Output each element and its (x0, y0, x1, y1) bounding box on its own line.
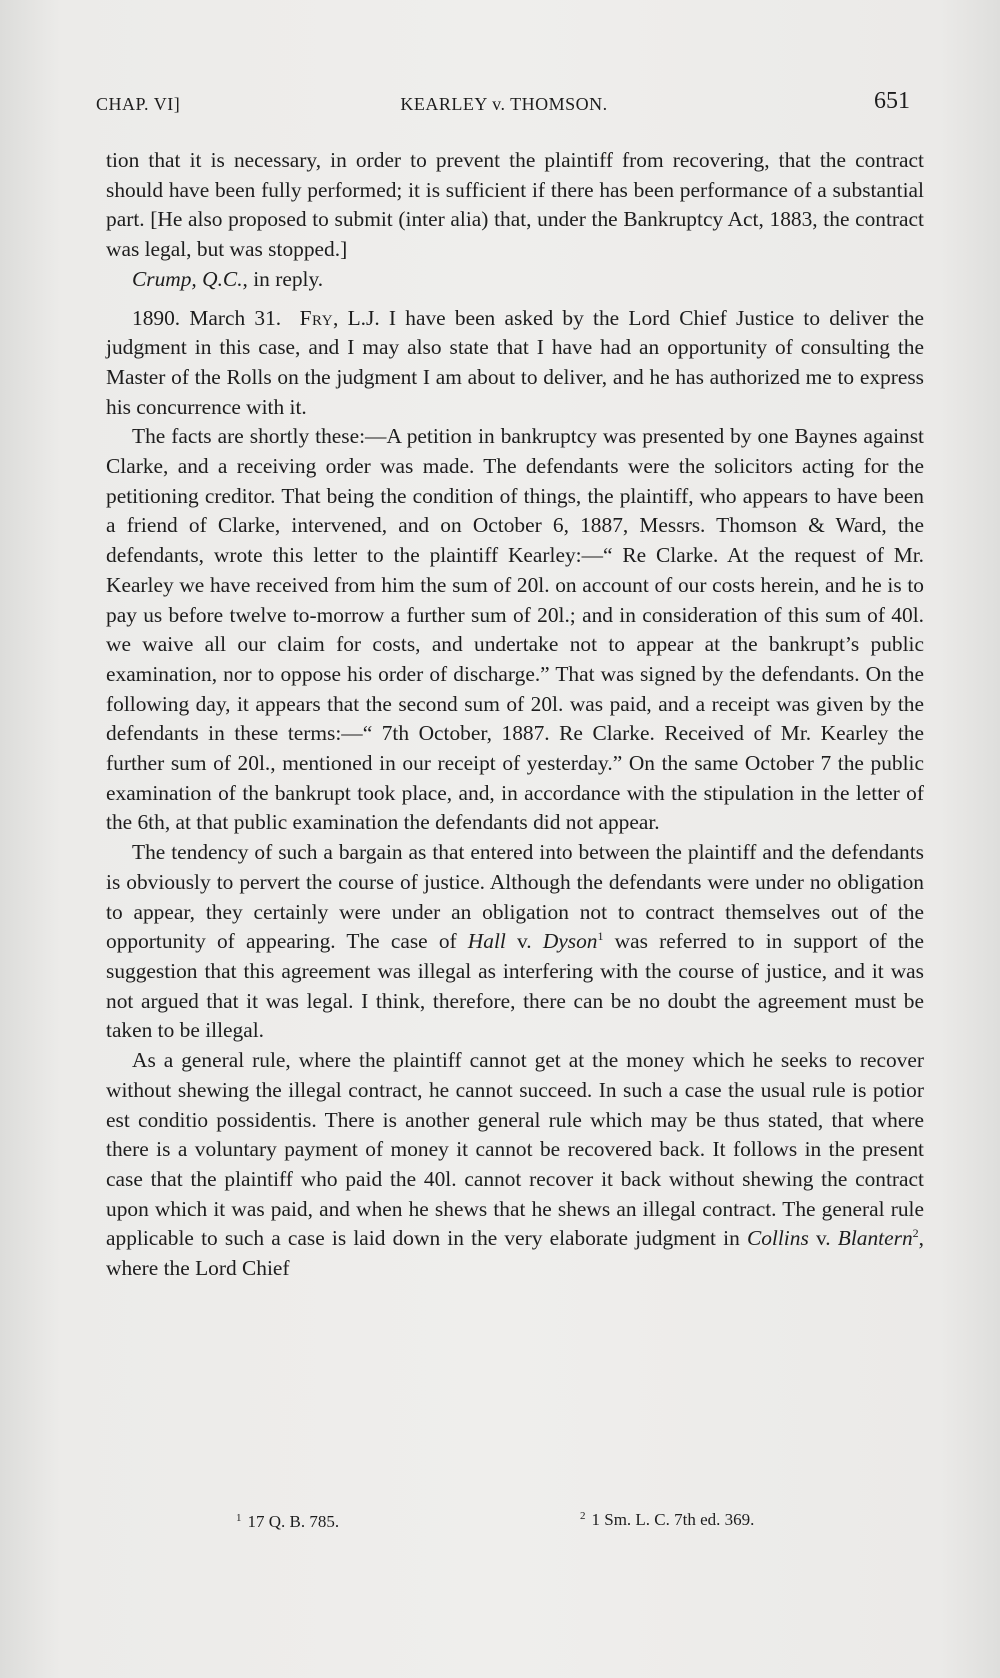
footnote (580, 1510, 754, 1530)
versus: v. (505, 929, 543, 954)
chapter-label: CHAP. VI] (96, 94, 181, 114)
footnote-ref: 2 (912, 1226, 919, 1241)
case-name: Dyson (542, 929, 598, 954)
paragraph-tendency (106, 838, 924, 1046)
paragraph-judgment-opening (106, 304, 924, 423)
paragraph-text: As a general rule, where the plaintiff cannot get at the money which he seeks to recover without shewing the illegal contract, he cannot succeed. In such a case the usual rule is potior est conditio possidentis. There is another general rule which may be thus stated, that where there is a voluntary payment of money it cannot be recovered back. It follows in the present case that the plaintiff who paid the 40l. cannot recover it back without shewing the contract upon which it was paid, and when he shews that he shews an illegal contract. The general rule applicable to such a case is laid down in the very elaborate judgment in (106, 1048, 924, 1251)
running-head (96, 88, 912, 122)
paragraph-text: , in reply. (242, 266, 324, 291)
case-name: Blantern (837, 1226, 913, 1251)
paragraph-reply (106, 265, 924, 295)
paragraph-text: was referred to in support of the suggestion that this agreement was illegal as interfering with the course of justice, and it was not argued that it was legal. I think, therefore, there can be no doubt the agreement must be taken to be illegal. (106, 929, 924, 1043)
footnote-ref: 1 (597, 929, 604, 944)
paragraph-facts (106, 422, 924, 838)
paragraph-text: , L.J. I have been asked by the Lord Chief Justice to deliver the judgment in this case, and I may also state that I have had an opportunity of consulting the Master of the Rolls on the judgment I am about to deliver, and he has authorized me to express his concurrence with it. (106, 305, 925, 419)
case-title: KEARLEY v. THOMSON. (400, 94, 608, 114)
versus: v. (808, 1226, 838, 1251)
page-number: 651 (874, 88, 910, 114)
footnote-text: 1 Sm. L. C. 7th ed. 369. (591, 1510, 755, 1529)
footnote-text: 17 Q. B. 785. (247, 1512, 340, 1531)
counsel-name: Crump, Q.C. (132, 266, 243, 291)
paragraph-text: tion that it is necessary, in order to prevent the plaintiff from recovering, that the contract should have been fully performed; it is sufficient if there has been performance of a substantial part. [He also proposed to submit (inter alia) that, under the Bankruptcy Act, 1883, the contract was legal, but was stopped.] (106, 148, 924, 262)
paragraph-text: The tendency of such a bargain as that entered into between the plaintiff and the defendants is obviously to pervert the course of justice. Although the defendants were under no obligation to appear, they certainly were under an obligation not to contract themselves out of the opportunity of appearing. The case of (106, 840, 924, 954)
paragraph-text: The facts are shortly these:—A petition in bankruptcy was presented by one Baynes against Clarke, and a receiving order was made. The defendants were the solicitors acting for the petitioning creditor. That being the condition of things, the plaintiff, who appears to have been a friend of Clarke, intervened, and on October 6, 1887, Messrs. Thomson & Ward, the defendants, wrote this letter to the plaintiff Kearley:—“ Re Clarke. At the request of Mr. Kearley we have received from him the sum of 20l. on account of our costs herein, and he is to pay us before twelve to-morrow a further sum of 20l.; and in consideration of this sum of 40l. we waive all our claim for costs, and undertake not to appear at the bankrupt’s public examination, nor to oppose his order of discharge.” That was signed by the defendants. On the following day, it appears that the second sum of 20l. was paid, and a receipt was given by the defendants in these terms:—“ 7th October, 1887. Re Clarke. Received of Mr. Kearley the further sum of 20l., mentioned in our receipt of yesterday.” On the same October 7 the public examination of the bankrupt took place, and, in accordance with the stipulation in the letter of the 6th, at that public examination the defendants did not appear. (106, 424, 924, 835)
footnote (236, 1512, 339, 1532)
case-name: Collins (746, 1226, 809, 1251)
case-name: Hall (467, 929, 506, 954)
body-text (106, 146, 924, 1284)
judgment-date: 1890. March 31. (132, 305, 282, 330)
paragraph-general-rule (106, 1046, 924, 1284)
footnote-mark: 1 (236, 1512, 242, 1524)
paragraph-text: , where the Lord Chief (106, 1226, 924, 1281)
paragraph-continuation (106, 146, 924, 265)
footnote-mark: 2 (580, 1510, 586, 1522)
judge-name: Fry (299, 305, 334, 330)
